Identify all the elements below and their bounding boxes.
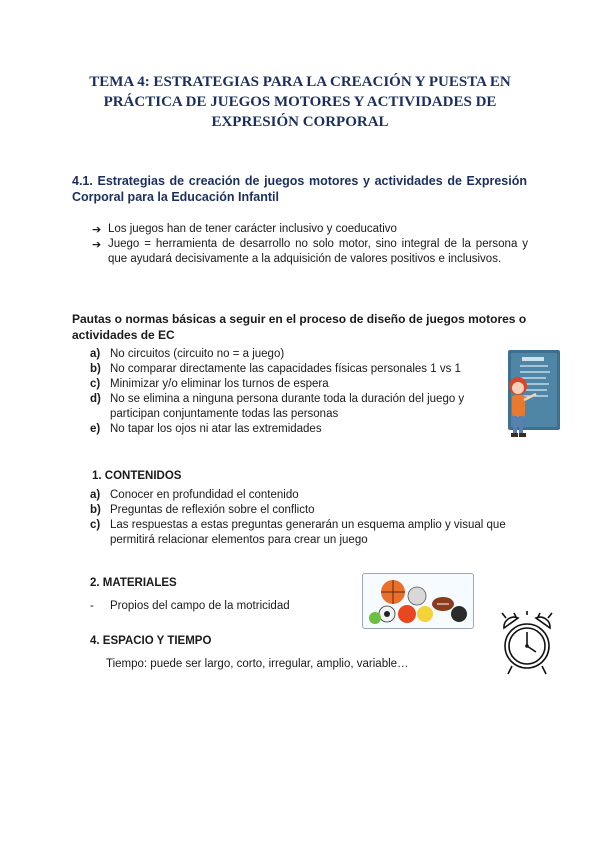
item-label: e) [90, 423, 101, 435]
item-label: c) [90, 519, 101, 531]
contenidos-list [90, 488, 530, 548]
item-label: b) [90, 504, 101, 516]
list-item [90, 362, 490, 377]
arrow-bullet-list [92, 222, 528, 267]
list-item [90, 377, 490, 392]
item-text: No circuitos (circuito no = a juego) [110, 348, 285, 360]
item-text: No comparar directamente las capacidades físicas personales 1 vs 1 [110, 363, 461, 375]
title-line: EXPRESIÓN CORPORAL [211, 114, 389, 130]
title-line: PRÁCTICA DE JUEGOS MOTORES Y ACTIVIDADES DE [103, 94, 497, 110]
list-item-text: Juego = herramienta de desarrollo no solo motor, sino integral de la persona y que ayudará decisivamente a la adquisición de valores positivos e inclusivos. [108, 238, 528, 265]
materiales-heading: 2. MATERIALES [90, 577, 177, 589]
section-heading-4-1: 4.1. Estrategias de creación de juegos motores y actividades de Expresión Corporal para la Educación Infantil [72, 174, 527, 204]
item-label: b) [90, 363, 101, 375]
list-item [90, 599, 290, 614]
item-text: Las respuestas a estas preguntas generarán un esquema amplio y visual que permitirá relacionar elementos para crear un juego [110, 519, 506, 546]
item-text: No tapar los ojos ni atar las extremidades [110, 423, 322, 435]
list-item [92, 222, 528, 237]
list-item [90, 518, 530, 548]
item-text: Minimizar y/o eliminar los turnos de espera [110, 378, 329, 390]
page-title [70, 72, 530, 132]
sports-balls-illustration [362, 573, 474, 629]
arrow-bullet-icon: ➔ [92, 223, 102, 236]
teacher-illustration [498, 348, 566, 446]
dash-bullet: - [90, 600, 94, 612]
arrow-bullet-icon: ➔ [92, 238, 102, 251]
pautas-list [90, 347, 490, 437]
item-label: c) [90, 378, 101, 390]
list-item [90, 422, 490, 437]
list-item [90, 503, 530, 518]
list-item [90, 347, 490, 362]
list-item [90, 488, 530, 503]
item-label: a) [90, 489, 101, 501]
item-label: d) [90, 393, 101, 405]
pautas-heading: Pautas o normas básicas a seguir en el proceso de diseño de juegos motores o actividades de EC [72, 312, 527, 342]
list-item [92, 237, 528, 267]
list-item-text: Propios del campo de la motricidad [110, 600, 290, 612]
item-text: No se elimina a ninguna persona durante toda la duración del juego y participan conjuntamente todas las personas [110, 393, 465, 420]
contenidos-heading: 1. CONTENIDOS [92, 470, 182, 482]
list-item [90, 392, 490, 422]
list-item-text: Los juegos han de tener carácter inclusivo y coeducativo [108, 223, 397, 235]
tiempo-text: Tiempo: puede ser largo, corto, irregular, amplio, variable… [106, 658, 409, 670]
title-line: TEMA 4: ESTRATEGIAS PARA LA CREACIÓN Y PUESTA EN [89, 74, 511, 90]
item-text: Conocer en profundidad el contenido [110, 489, 299, 501]
item-label: a) [90, 348, 101, 360]
espacio-tiempo-heading: 4. ESPACIO Y TIEMPO [90, 635, 212, 647]
item-text: Preguntas de reflexión sobre el conflicto [110, 504, 315, 516]
alarm-clock-icon [498, 608, 556, 680]
